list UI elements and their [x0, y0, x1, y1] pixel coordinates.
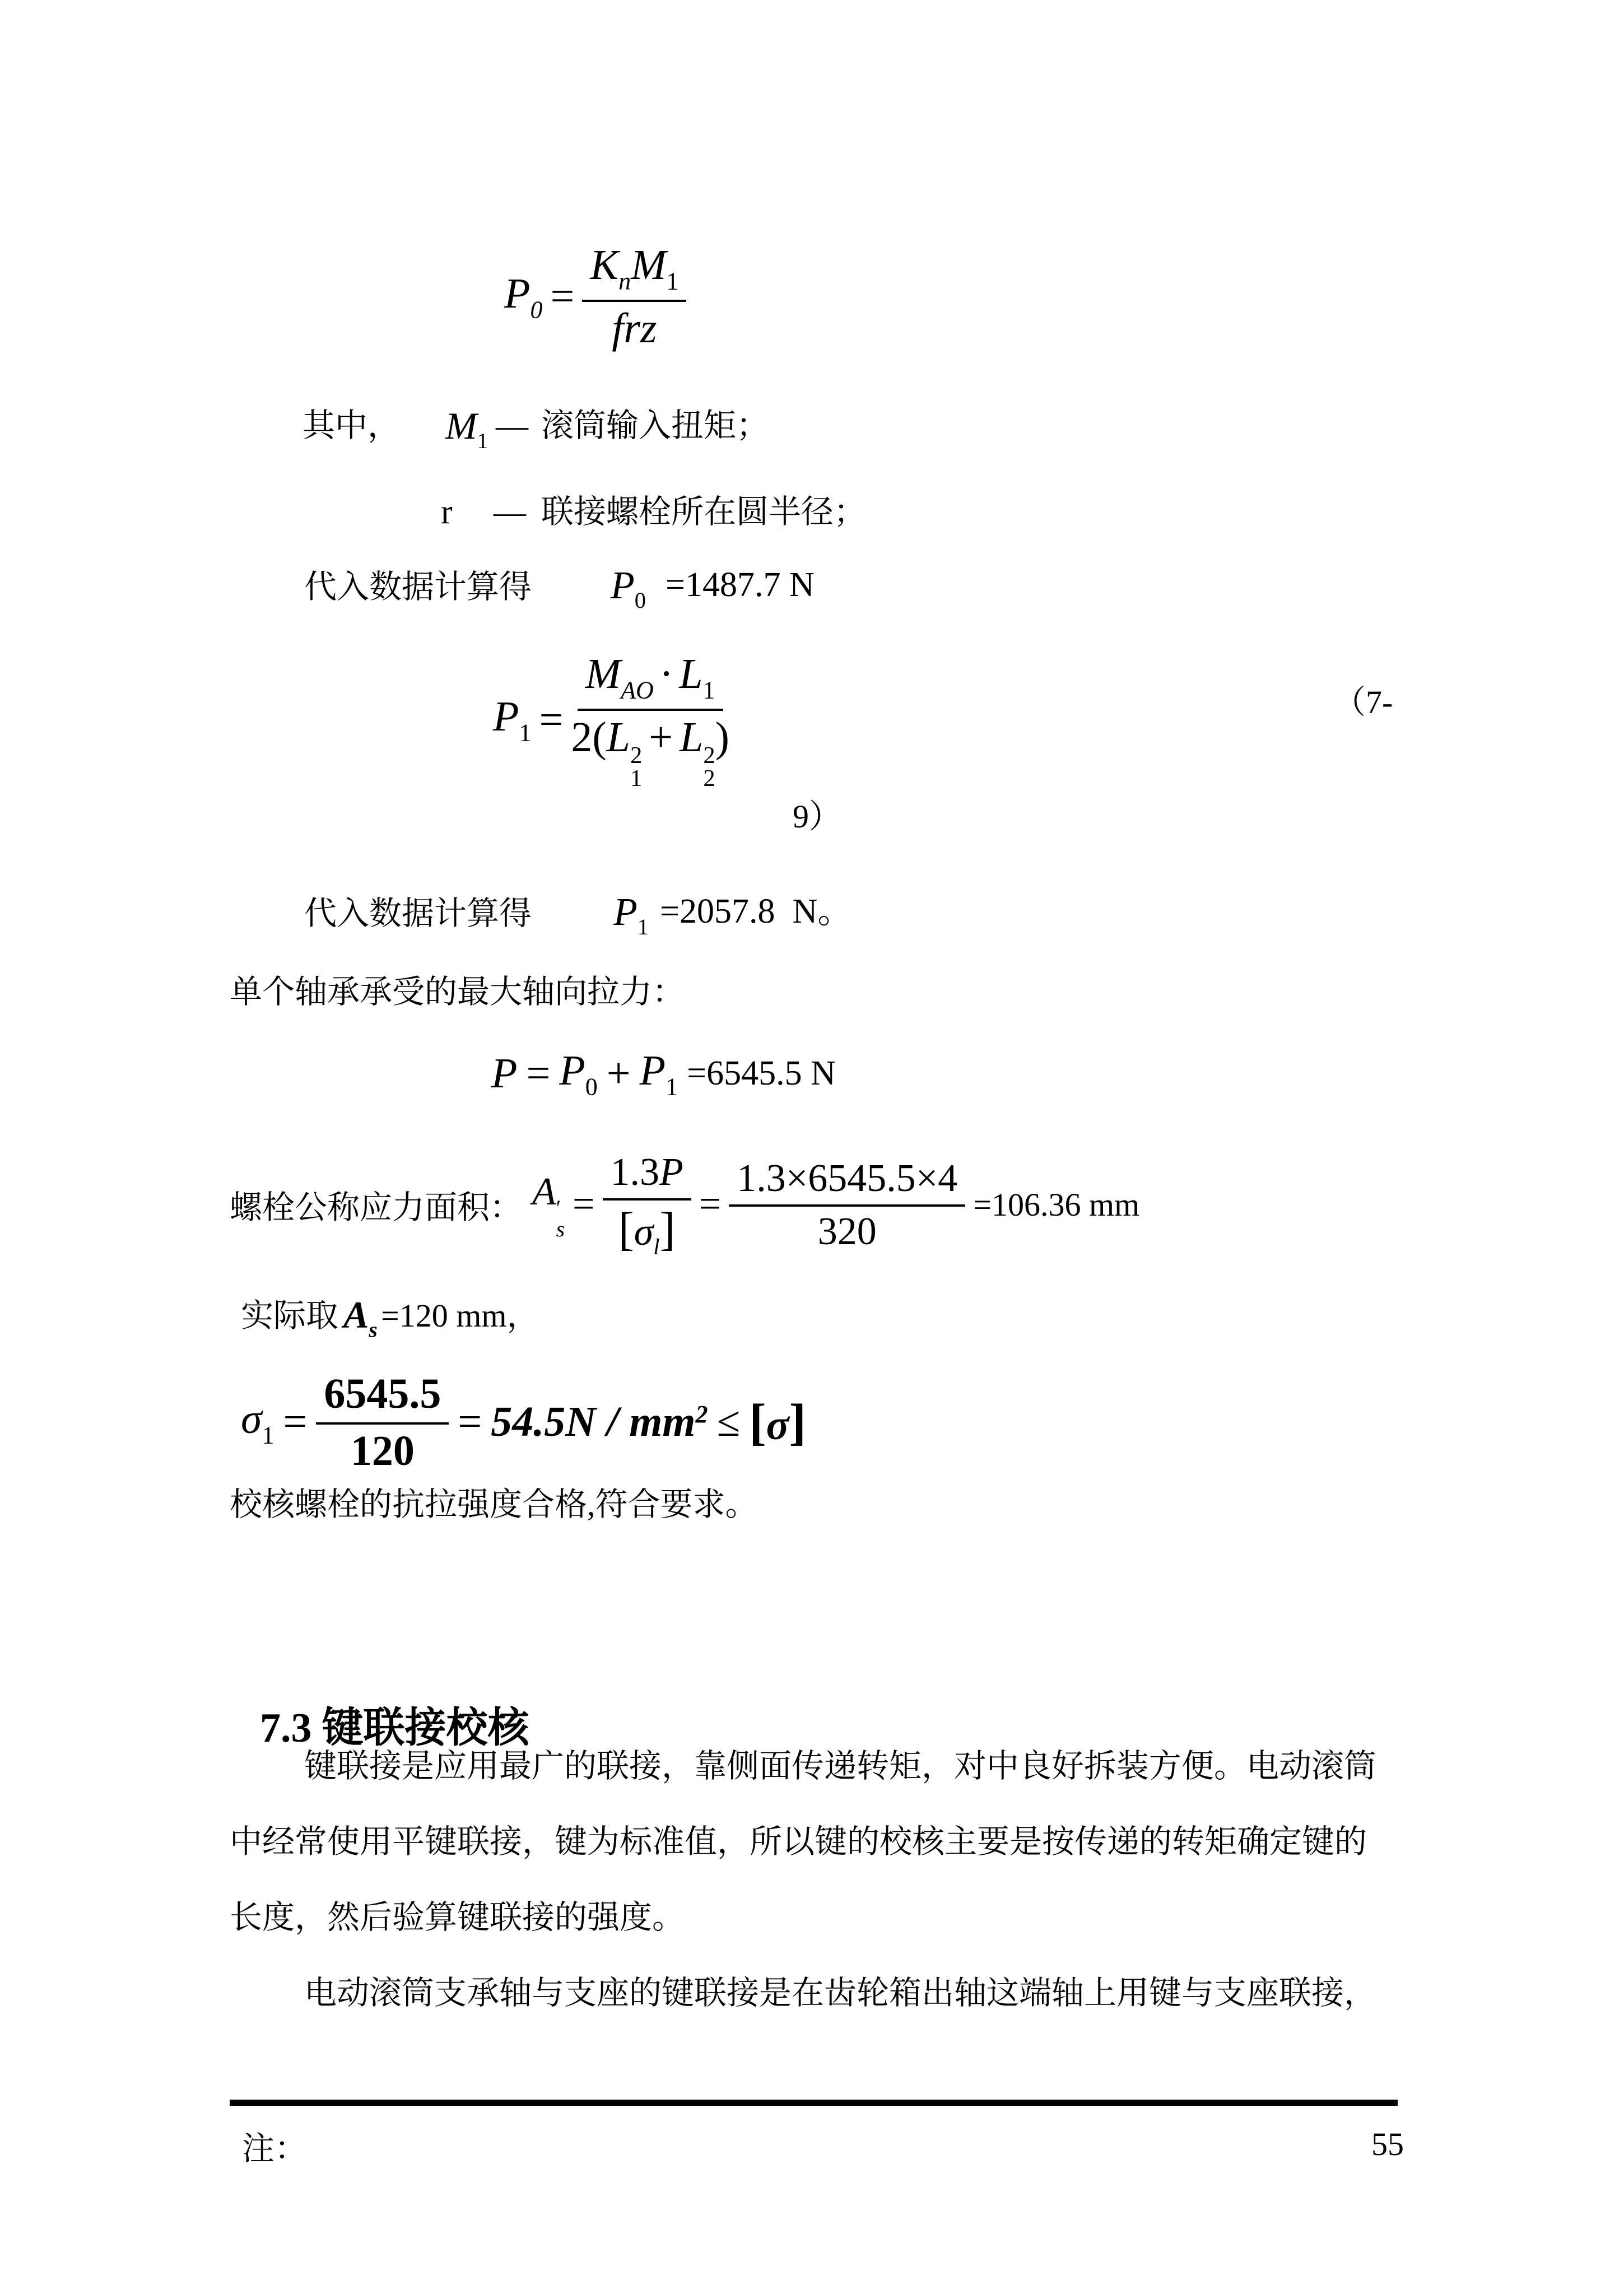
actual-area-prefix: 实际取	[241, 1297, 347, 1334]
equals-sign: =	[526, 1050, 551, 1097]
check-conclusion: 校核螺栓的抗拉强度合格,符合要求。	[230, 1486, 758, 1523]
footer-note-label: 注：	[242, 2130, 308, 2167]
equals-sign: =	[539, 696, 564, 743]
paragraph-line: 中经常使用平键联接，键为标准值，所以键的校核主要是按传递的转矩确定键的	[230, 1823, 1367, 1860]
p1-term: $P_1$	[639, 1047, 678, 1101]
as-supsub: ′ s	[556, 1196, 565, 1241]
where-prefix: 其中，	[303, 407, 401, 444]
fraction-2-denominator: 320	[817, 1210, 877, 1254]
equals-sign: =	[283, 1398, 308, 1446]
footer-rule	[230, 2100, 1398, 2106]
r-line	[303, 488, 975, 539]
formula-p0	[504, 241, 686, 352]
sigma-denominator: 120	[350, 1427, 415, 1474]
p1-denominator: 2(L 2 1 + L 2 2 )	[571, 713, 729, 792]
equals-sign: =	[573, 1183, 595, 1226]
stress-area-formula	[532, 1150, 1139, 1260]
paragraph-line: 键联接是应用最广的联接，靠侧面传递转矩，对中良好拆装方便。电动滚筒	[304, 1748, 1377, 1784]
sigma-value: $54.5N / mm^2$	[491, 1398, 708, 1446]
stress-area-line	[230, 1150, 1139, 1260]
p1-fraction	[571, 650, 729, 790]
paragraph-key-connection	[230, 1728, 1412, 1955]
fraction-1	[603, 1150, 691, 1260]
r-description: 联接螺栓所在圆半径；	[541, 494, 867, 530]
p0-term: $P_0$	[559, 1047, 598, 1101]
p0-denominator: frz	[612, 304, 657, 352]
fraction-1-denominator: $[\sigma_l]$	[618, 1203, 676, 1260]
sigma-fraction	[316, 1370, 449, 1474]
plus-sign: +	[606, 1050, 631, 1097]
calc-p1-prefix: 代入数据计算得	[304, 895, 532, 932]
equals-sign: =	[458, 1398, 482, 1446]
sigma-numerator: 6545.5	[316, 1370, 449, 1425]
l2-supsub: 2 2	[703, 742, 715, 792]
where-line	[303, 402, 975, 453]
p-symbol: P	[491, 1050, 518, 1097]
p-total-result: =6545.5 N	[687, 1054, 836, 1093]
p1-numerator: $M_{AO} \cdot L_1$	[578, 650, 723, 711]
dash: —	[494, 494, 526, 530]
paragraph-line: 电动滚筒支承轴与支座的键联接是在齿轮箱出轴这端轴上用键与支座联接，	[304, 1975, 1377, 2011]
section-number: 7.3	[260, 1705, 312, 1751]
as-prime-symbol: A ′ s	[532, 1170, 565, 1241]
equals-sign: =	[550, 272, 575, 320]
fraction-2	[729, 1156, 965, 1253]
less-equal-sign: ≤	[716, 1398, 741, 1446]
actual-area-line	[241, 1291, 745, 1347]
calc-p0-prefix: 代入数据计算得	[304, 569, 532, 605]
axial-force-label: 单个轴承承受的最大轴向拉力：	[230, 974, 685, 1010]
calc-p1-line	[304, 888, 1088, 944]
m1-description: 滚筒输入扭矩；	[541, 407, 769, 444]
fraction-1-numerator: 1.3P	[603, 1150, 691, 1200]
calc-p0-result: =1487.7 N	[666, 566, 815, 604]
dash: —	[496, 407, 528, 444]
calc-p1-result: =2057.8 N。	[660, 892, 853, 930]
formula-sigma	[241, 1370, 806, 1474]
l1-supsub: 2 1	[630, 742, 643, 792]
as-symbol: $A_s$	[343, 1293, 378, 1342]
formula-p-total	[491, 1046, 836, 1101]
sigma1-symbol: $\sigma_1$	[241, 1395, 274, 1449]
r-symbol: r	[441, 493, 453, 531]
fraction-2-numerator: 1.3×6545.5×4	[729, 1156, 965, 1207]
equation-number-open: （7-	[1333, 684, 1393, 720]
p1-lhs: $P_1$	[493, 693, 532, 747]
stress-area-label: 螺栓公称应力面积：	[230, 1189, 523, 1226]
page-number: 55	[1371, 2126, 1404, 2162]
p0-numerator: $K_nM_1$	[582, 241, 686, 302]
section-title: 键联接校核	[322, 1705, 529, 1751]
formula-p1	[493, 650, 729, 790]
stress-area-result: =106.36 mm	[973, 1186, 1140, 1223]
m1-symbol: $M_1$	[445, 404, 488, 453]
actual-area-value: =120 mm，	[381, 1297, 539, 1334]
p0-lhs: $P_0$	[504, 269, 543, 324]
calc-p0-symbol: $P_0$	[611, 564, 646, 613]
calc-p1-symbol: $P_1$	[613, 891, 649, 940]
sigma-bracket: [σ]	[749, 1394, 806, 1451]
p0-fraction	[582, 241, 686, 352]
equals-sign: =	[699, 1183, 722, 1226]
paragraph-line: 长度，然后验算键联接的强度。	[230, 1899, 685, 1935]
paragraph-drum-shaft	[230, 1955, 1412, 2031]
equation-number-close: 9）	[793, 798, 842, 835]
calc-p0-line	[304, 561, 1088, 617]
